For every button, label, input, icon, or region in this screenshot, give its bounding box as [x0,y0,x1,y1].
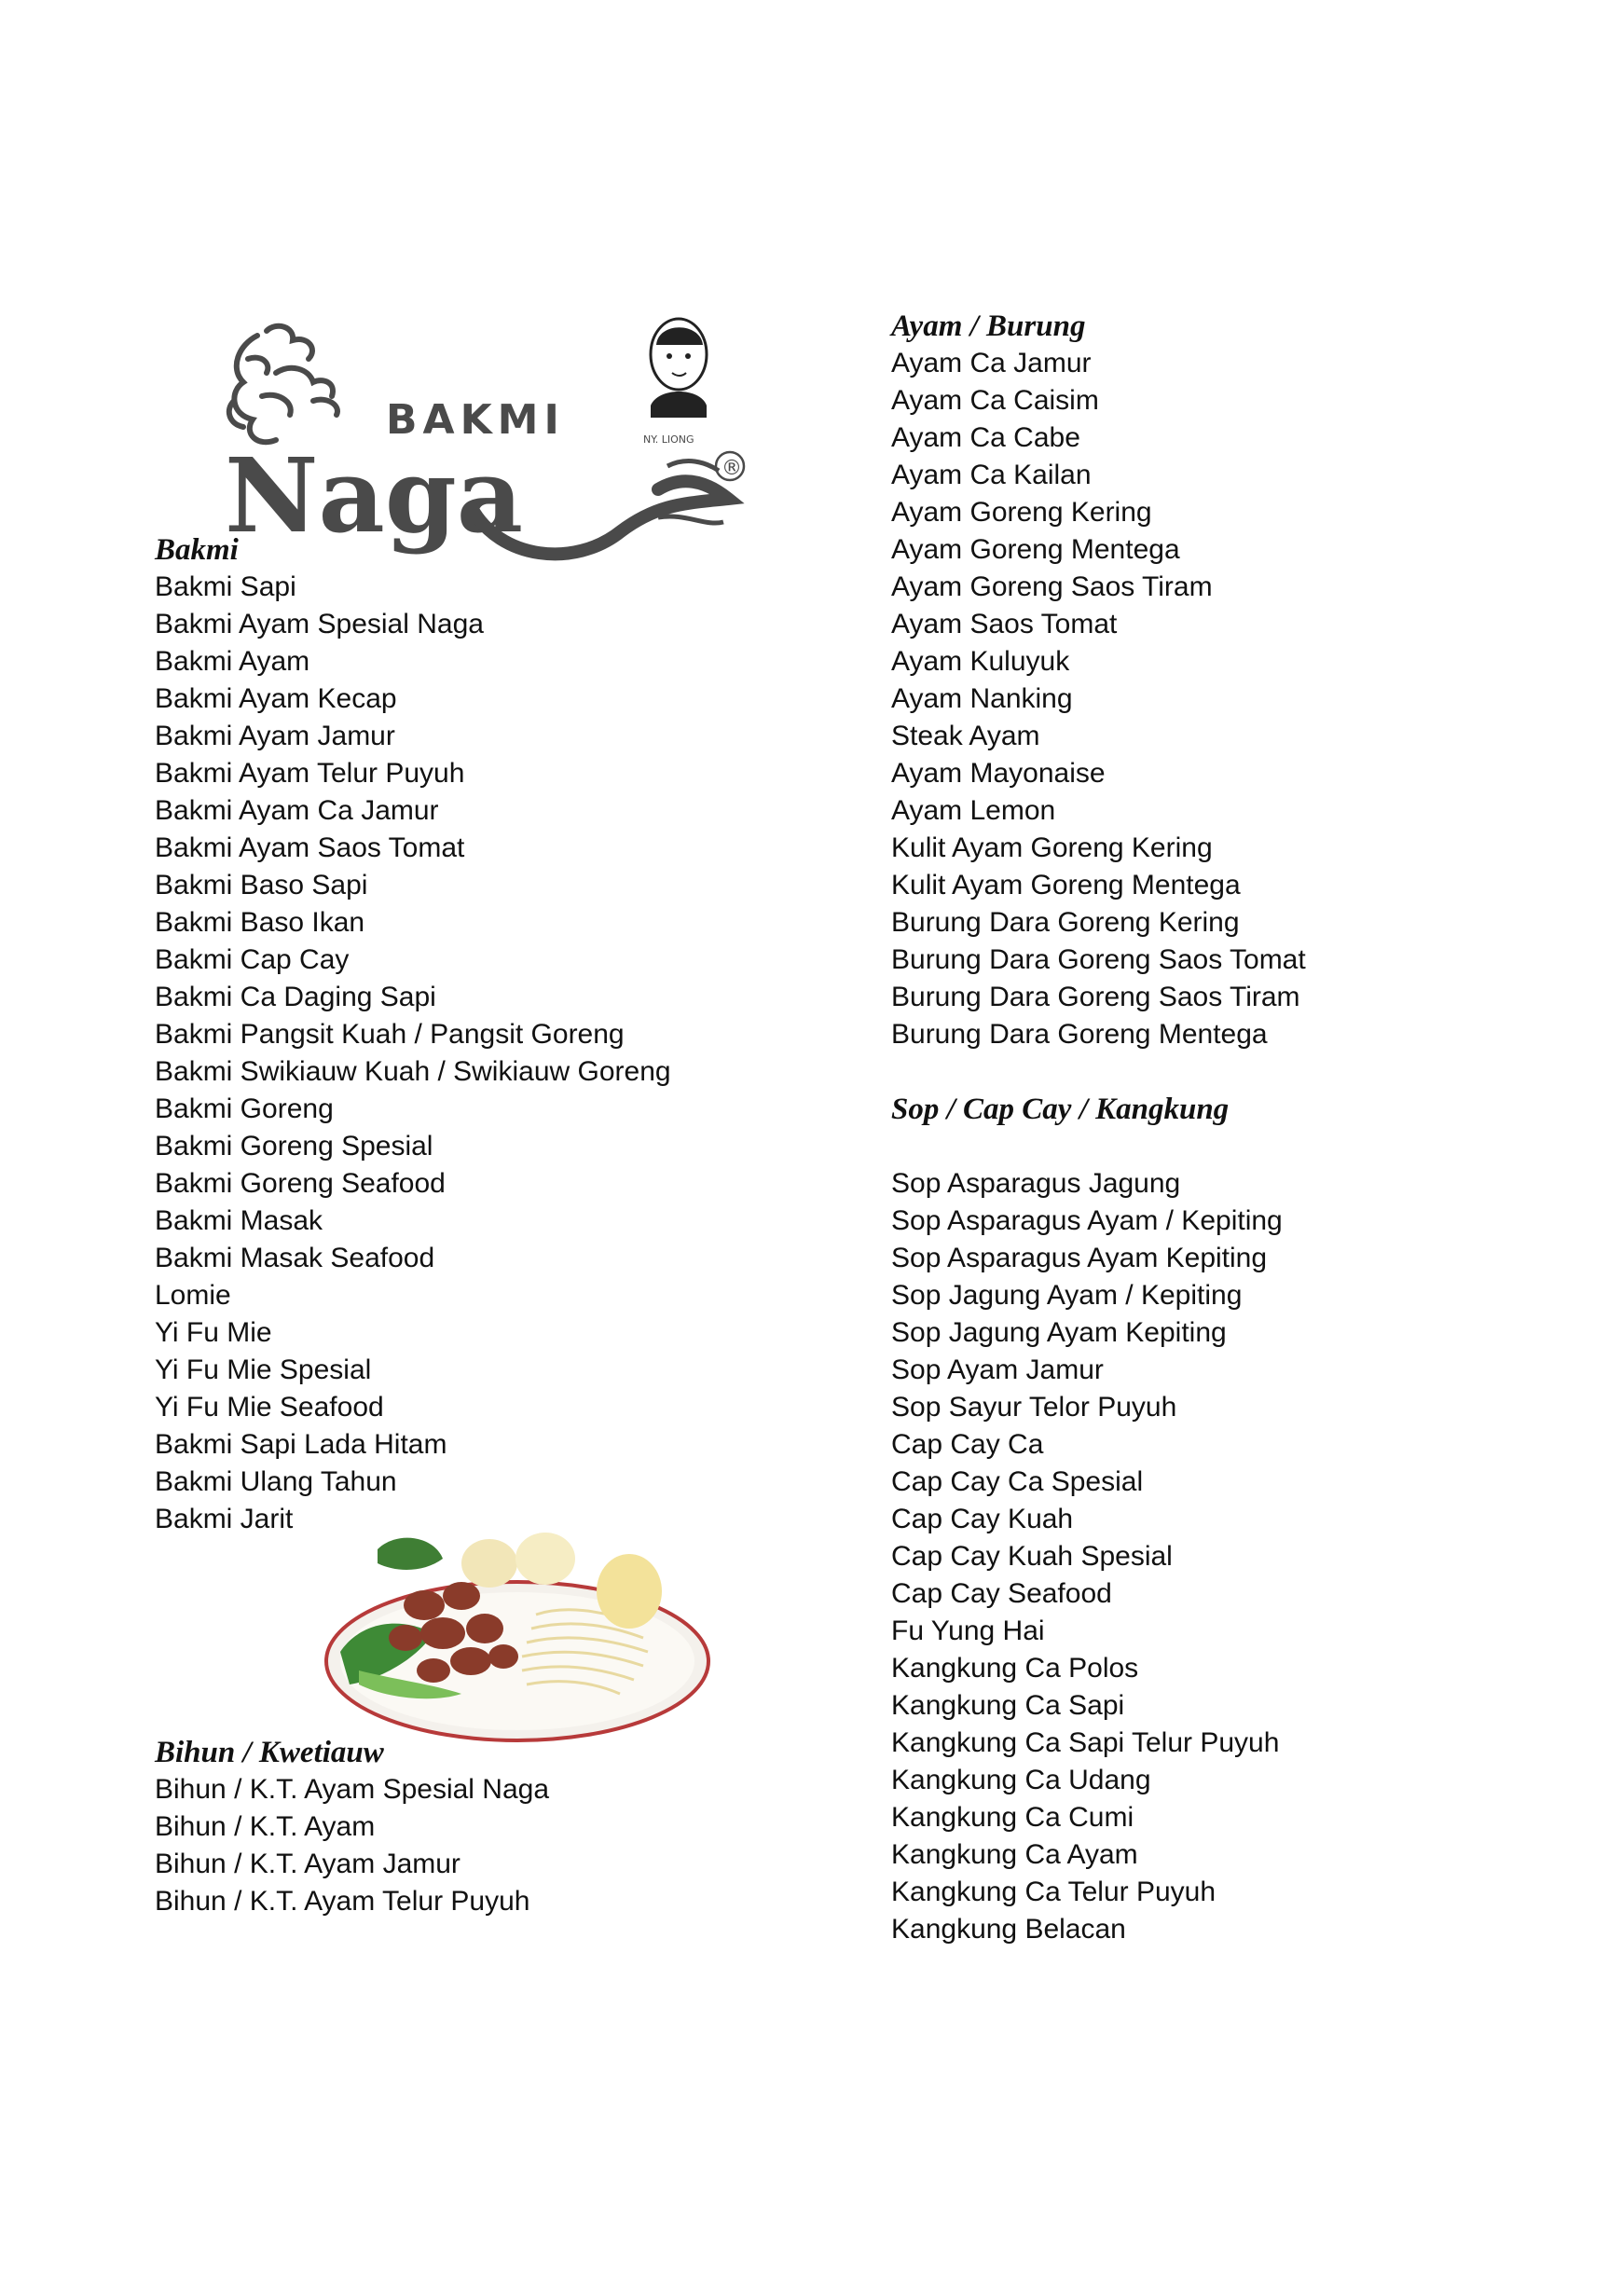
logo-brand-large: Naga [225,435,524,556]
menu-item: Bihun / K.T. Ayam Spesial Naga [155,1774,550,1805]
menu-item: Yi Fu Mie Spesial [155,1354,372,1385]
menu-item: Burung Dara Goreng Saos Tiram [891,982,1300,1012]
menu-item: Yi Fu Mie Seafood [155,1392,384,1423]
registered-mark: ® [722,457,742,480]
menu-item: Ayam Lemon [891,795,1056,826]
right-column [891,308,1600,1948]
menu-item: Sop Asparagus Ayam Kepiting [891,1243,1268,1273]
menu-item: Sop Sayur Telor Puyuh [891,1392,1177,1423]
menu-item: Kulit Ayam Goreng Mentega [891,870,1241,901]
menu-item: Ayam Ca Kailan [891,460,1092,490]
menu-item: Bakmi Cap Cay [155,944,350,975]
menu-item: Bakmi Goreng [155,1093,334,1124]
logo-brand-small: BAKMI [386,396,565,444]
menu-item: Ayam Ca Cabe [891,422,1080,453]
menu-item: Ayam Ca Caisim [891,385,1099,416]
menu-item: Ayam Goreng Mentega [891,534,1180,565]
menu-item: Ayam Goreng Kering [891,497,1152,528]
menu-item: Bakmi Baso Ikan [155,907,365,938]
portrait-icon [643,319,707,446]
menu-item: Kangkung Belacan [891,1914,1126,1945]
menu-item: Bakmi Ayam [155,646,310,677]
menu-item: Bakmi Sapi [155,571,296,602]
menu-item: Cap Cay Seafood [891,1578,1112,1609]
portrait-caption: NY. LIONG [643,433,694,446]
section-title-bakmi: Bakmi [155,533,239,567]
menu-item: Bakmi Baso Sapi [155,870,368,901]
menu-item: Bakmi Sapi Lada Hitam [155,1429,447,1460]
menu-item: Bakmi Ayam Spesial Naga [155,609,484,639]
menu-item: Kangkung Ca Sapi [891,1690,1125,1721]
menu-item: Bakmi Jarit [155,1504,294,1534]
menu-item: Bakmi Ayam Saos Tomat [155,832,465,863]
menu-item: Ayam Mayonaise [891,758,1106,789]
menu-item: Burung Dara Goreng Mentega [891,1019,1268,1050]
menu-item: Ayam Kuluyuk [891,646,1070,677]
menu-item: Cap Cay Ca Spesial [891,1466,1144,1497]
menu-item: Bihun / K.T. Ayam Jamur [155,1849,460,1879]
section-title-sop: Sop / Cap Cay / Kangkung [891,1093,1230,1126]
menu-item: Bakmi Ayam Telur Puyuh [155,758,465,789]
menu-item: Kangkung Ca Udang [891,1765,1151,1795]
menu-item: Cap Cay Kuah Spesial [891,1541,1173,1572]
menu-item: Kangkung Ca Telur Puyuh [891,1877,1216,1907]
menu-item: Ayam Saos Tomat [891,609,1118,639]
menu-item: Ayam Ca Jamur [891,348,1092,378]
menu-item: Steak Ayam [891,721,1040,751]
menu-item: Bakmi Pangsit Kuah / Pangsit Goreng [155,1019,625,1050]
menu-item: Bihun / K.T. Ayam Telur Puyuh [155,1886,530,1917]
menu-list-bakmi [155,569,807,1538]
menu-item: Bihun / K.T. Ayam [155,1811,376,1842]
menu-item: Lomie [155,1280,231,1311]
menu-item: Sop Jagung Ayam / Kepiting [891,1280,1243,1311]
menu-item: Kangkung Ca Polos [891,1653,1139,1684]
menu-item: Kangkung Ca Cumi [891,1802,1134,1833]
menu-item: Sop Asparagus Jagung [891,1168,1181,1199]
menu-item: Bakmi Ulang Tahun [155,1466,397,1497]
menu-item: Yi Fu Mie [155,1317,272,1348]
menu-item: Ayam Goreng Saos Tiram [891,571,1213,602]
menu-item: Burung Dara Goreng Kering [891,907,1240,938]
menu-item: Bakmi Ayam Jamur [155,721,395,751]
noodle-bowl-image [322,1521,722,1750]
menu-list-ayam [891,345,1600,1053]
menu-item: Bakmi Masak Seafood [155,1243,435,1273]
menu-item: Burung Dara Goreng Saos Tomat [891,944,1306,975]
menu-item: Cap Cay Ca [891,1429,1044,1460]
menu-item: Fu Yung Hai [891,1615,1045,1646]
menu-item: Sop Ayam Jamur [891,1354,1104,1385]
menu-list-sop [891,1165,1600,1948]
menu-item: Bakmi Goreng Seafood [155,1168,446,1199]
menu-list-bihun [155,1771,807,1920]
menu-item: Kangkung Ca Ayam [891,1839,1138,1870]
menu-item: Sop Asparagus Ayam / Kepiting [891,1205,1283,1236]
menu-item: Bakmi Ayam Ca Jamur [155,795,439,826]
menu-item: Bakmi Ca Daging Sapi [155,982,436,1012]
menu-item: Bakmi Goreng Spesial [155,1131,433,1162]
menu-item: Sop Jagung Ayam Kepiting [891,1317,1227,1348]
menu-item: Bakmi Ayam Kecap [155,683,397,714]
menu-item: Cap Cay Kuah [891,1504,1074,1534]
section-title-ayam: Ayam / Burung [891,309,1086,343]
menu-item: Ayam Nanking [891,683,1073,714]
menu-item: Bakmi Masak [155,1205,323,1236]
menu-item: Kangkung Ca Sapi Telur Puyuh [891,1727,1280,1758]
section-title-bihun: Bihun / Kwetiauw [155,1736,384,1769]
menu-item: Bakmi Swikiauw Kuah / Swikiauw Goreng [155,1056,671,1087]
menu-item: Kulit Ayam Goreng Kering [891,832,1213,863]
